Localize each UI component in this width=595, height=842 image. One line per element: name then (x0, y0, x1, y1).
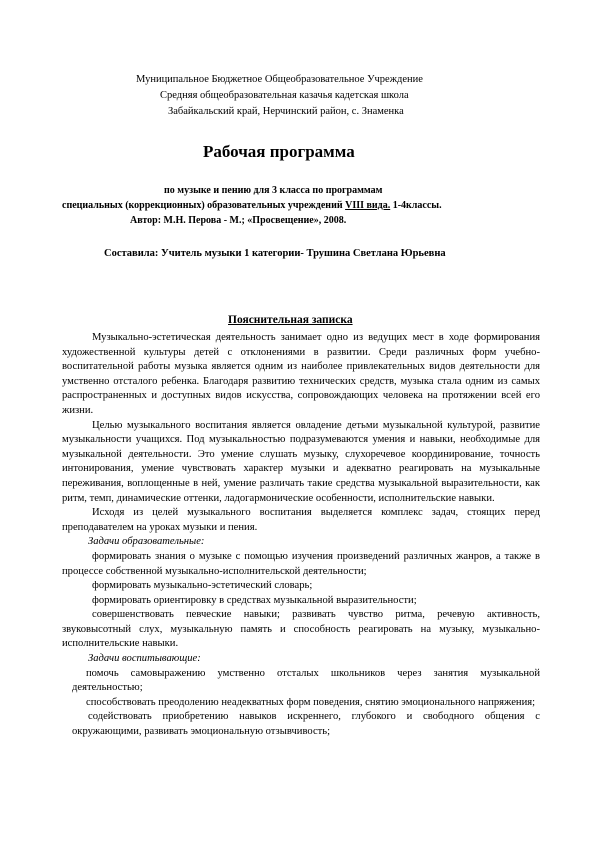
edu-tasks-heading: Задачи образовательные: (88, 536, 205, 548)
upbringing-task-item: помочь самовыражению умственно отсталых школьников через занятия музыкальной деятельностью; (72, 667, 540, 694)
subtitle-grades: 1-4классы. (390, 200, 442, 211)
subtitle-author: Автор: М.Н. Перова - М.; «Просвещение», 2008. (130, 215, 347, 226)
subtitle-institution: специальных (коррекционных) образовательных учреждений (62, 200, 346, 211)
body-text (62, 331, 540, 740)
compiler-line: Составила: Учитель музыки 1 категории- Трушина Светлана Юрьевна (104, 248, 446, 259)
school-type-line: Муниципальное Бюджетное Общеобразовательное Учреждение (136, 74, 423, 85)
document-title: Рабочая программа (203, 142, 355, 161)
edu-task-item: формировать ориентировку в средствах музыкальной выразительности; (92, 594, 417, 606)
school-location-line: Забайкальский край, Нерчинский район, с. Знаменка (168, 106, 404, 117)
subtitle-line-2 (62, 200, 442, 211)
section-title: Пояснительная записка (228, 314, 353, 326)
upbringing-tasks-heading: Задачи воспитывающие: (88, 653, 201, 665)
edu-task-item: совершенствовать певческие навыки; развивать чувство ритма, речевую активность, звуковысотный слух, музыкальную память и способность реагировать на музыку, музыкально-исполнительские навыки. (62, 609, 540, 650)
edu-task-item: формировать музыкально-эстетический словарь; (92, 580, 313, 592)
subtitle-type: VIII вида. (345, 200, 391, 211)
upbringing-task-item: способствовать преодолению неадекватных форм поведения, снятию эмоционального напряжения; (86, 696, 536, 708)
subtitle-line-1: по музыке и пению для 3 класса по программам (164, 185, 383, 196)
paragraph-3: Исходя из целей музыкального воспитания выделяется комплекс задач, стоящих перед преподавателем на уроках музыки и пения. (62, 507, 540, 533)
upbringing-task-item: содействовать приобретению навыков искреннего, глубокого и свободного общения с окружающими, развивать эмоциональную отзывчивость; (72, 711, 540, 738)
edu-task-item: формировать знания о музыке с помощью изучения произведений различных жанров, а также в процессе собственной музыкально-исполнительской деятельности; (62, 550, 540, 577)
school-name-line: Средняя общеобразовательная казачья кадетская школа (160, 90, 409, 101)
paragraph-1: Музыкально-эстетическая деятельность занимает одно из ведущих мест в ходе формирования художественной культуры детей с отклонениями в развитии. Среди различных форм учебно-воспитательной работы музыка является одним из наиболее привлекательных видов деятельности для умственно отсталого ребенка. Благодаря развитию технических средств, музыка стала одним из самых распространенных и доступных видов искусства, сопровождающих человека на протяжении всей его жизни. (62, 332, 540, 416)
paragraph-2: Целью музыкального воспитания является овладение детьми музыкальной культурой, развитие музыкальности учащихся. Под музыкальностью подразумеваются умения и навыки, необходимые для музыкальной деятельности. Это умение слушать музыку, слухоречевое координирование, точность интонирования, умение чувствовать характер музыки и адекватно реагировать на музыкальные переживания, воплощенные в ней, умение различать такие средства музыкальной выразительности, как ритм, темп, динамические оттенки, ладогармонические особенности, исполнительские навыки. (62, 419, 540, 504)
